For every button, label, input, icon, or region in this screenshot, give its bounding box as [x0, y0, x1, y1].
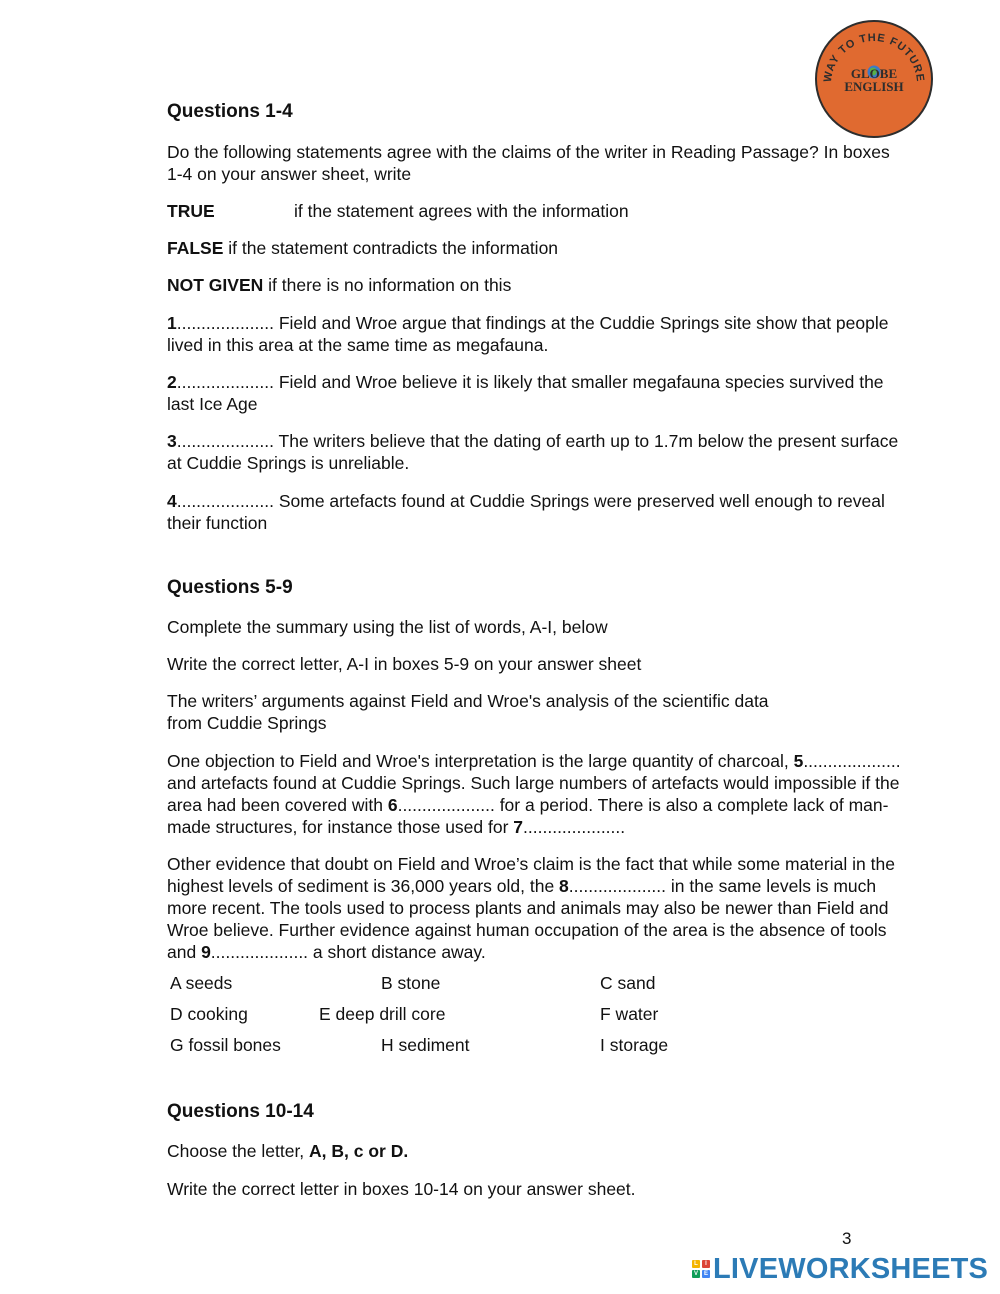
key-false-desc: if the statement contradicts the information	[228, 238, 559, 258]
section2-instruction-1: Complete the summary using the list of words, A-I, below	[167, 617, 608, 637]
liveworksheets-brand	[692, 1254, 988, 1284]
logo-line1: GLOBE	[850, 66, 898, 81]
logo-line2: ENGLISH	[844, 79, 904, 94]
answer-blank-4[interactable]: ....................	[176, 491, 274, 511]
option-i: I storage	[600, 1035, 669, 1055]
key-true-term: TRUE	[167, 201, 215, 221]
summary-paragraph-1: One objection to Field and Wroe's interpretation is the large quantity of charcoal, 5.................... and artefacts found at Cuddie Springs. Such large numbers of artefacts would impossible if the area had been covered with 6.................... for a period. There is also a complete lack of man-made structures, for instance those used for 7.....................	[167, 751, 901, 837]
section3-instruction-1: Choose the letter, A, B, c or D.	[167, 1141, 409, 1161]
answer-blank-3[interactable]: ....................	[176, 431, 274, 451]
key-false	[167, 237, 558, 259]
answer-blank-8[interactable]: ....................	[568, 876, 667, 896]
liveworksheets-logo-icon: L I V E	[693, 1261, 708, 1277]
questions-1-4-heading: Questions 1-4	[167, 101, 293, 122]
question-4: 4.................... Some artefacts found at Cuddie Springs were preserved well enough to reveal their function	[167, 491, 885, 533]
answer-blank-6[interactable]: ....................	[397, 795, 495, 815]
key-ng-desc: if there is no information on this	[268, 275, 512, 295]
section3-instruction-2: Write the correct letter in boxes 10-14 on your answer sheet.	[167, 1179, 636, 1199]
globe-english-logo	[815, 20, 933, 138]
answer-blank-2[interactable]: ....................	[176, 372, 274, 392]
summary-title: The writers’ arguments against Field and Wroe's analysis of the scientific data from Cuddie Springs	[167, 691, 769, 733]
option-h: H sediment	[381, 1035, 470, 1055]
option-e: E deep drill core	[319, 1004, 446, 1024]
question-1: 1.................... Field and Wroe argue that findings at the Cuddie Springs site show that people lived in this area at the same time as megafauna.	[167, 313, 889, 355]
summary-paragraph-2: Other evidence that doubt on Field and Wroe’s claim is the fact that while some material in the highest levels of sediment is 36,000 years old, the 8.................... in the same levels is much more recent. The tools used to process plants and animals may also be newer than Field and Wroe believe. Further evidence against human occupation of the area is the absence of tools and 9.................... a short distance away.	[167, 854, 895, 962]
key-false-term: FALSE	[167, 238, 224, 258]
option-d: D cooking	[170, 1004, 248, 1024]
option-g: G fossil bones	[170, 1035, 281, 1055]
key-ng-term: NOT GIVEN	[167, 275, 264, 295]
option-b: B stone	[381, 973, 441, 993]
page-number: 3	[842, 1229, 852, 1248]
logo-arc-text: WAY TO THE FUTURE	[821, 31, 927, 83]
question-2: 2.................... Field and Wroe believe it is likely that smaller megafauna species survived the last Ice Age	[167, 372, 884, 414]
section1-instruction: Do the following statements agree with the claims of the writer in Reading Passage? In boxes 1-4 on your answer sheet, write	[167, 142, 890, 184]
answer-blank-7[interactable]: .....................	[523, 817, 626, 837]
key-not-given	[167, 274, 511, 296]
liveworksheets-wordmark: LIVEWORKSHEETS	[713, 1252, 989, 1285]
question-3: 3.................... The writers believe that the dating of earth up to 1.7m below the present surface at Cuddie Springs is unreliable.	[167, 431, 899, 473]
answer-blank-5[interactable]: ....................	[803, 751, 901, 771]
answer-blank-1[interactable]: ....................	[176, 313, 274, 333]
questions-5-9-heading: Questions 5-9	[167, 577, 293, 598]
answer-blank-9[interactable]: ....................	[210, 942, 309, 962]
logo-graphic	[817, 22, 931, 136]
section2-instruction-2: Write the correct letter, A-I in boxes 5-9 on your answer sheet	[167, 654, 642, 674]
option-c: C sand	[600, 973, 656, 993]
questions-10-14-heading: Questions 10-14	[167, 1101, 314, 1122]
key-true	[167, 200, 629, 222]
key-true-desc: if the statement agrees with the information	[294, 201, 629, 221]
option-a: A seeds	[170, 973, 233, 993]
option-f: F water	[600, 1004, 659, 1024]
